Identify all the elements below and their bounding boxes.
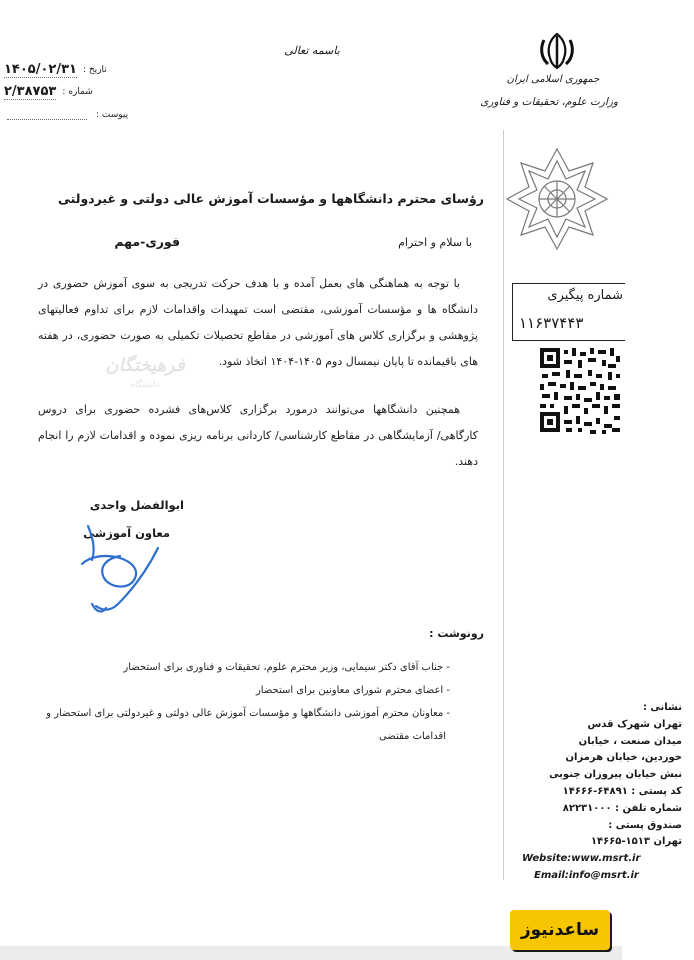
footer-line-3: میدان صنعت ، خیابان (578, 735, 682, 747)
copies-list (30, 656, 450, 748)
tracking-box (512, 283, 625, 341)
copies-item-4: اقدامات مقتضی (378, 731, 446, 742)
tracking-number: ۱۱۶۳۷۴۴۳ (519, 314, 584, 332)
number-row (4, 84, 93, 100)
footer-line-2: تهران شهرک قدس (587, 718, 682, 730)
footer-line-6: کد پستی : ۶۴۸۹۱-۱۴۶۶۶ (562, 785, 682, 797)
watermark-logo (100, 355, 190, 405)
footer-line-9: تهران ۱۵۱۳-۱۴۶۶۵ (590, 836, 682, 848)
footer-line-8: صندوق پستی : (608, 819, 682, 831)
copies-item-1: - جناب آقای دکتر سیمایی، وزیر محترم علوم، تحقیقات و فناوری برای استحضار (123, 662, 450, 673)
copies-label: رونوشت : (429, 627, 484, 640)
urgency-label: فوری-مهم (114, 234, 180, 249)
qr-code (538, 346, 622, 434)
qr-code-icon (538, 346, 622, 434)
footer-address (510, 700, 682, 881)
org-line2: وزارت علوم، تحقیقات و فناوری (480, 96, 618, 108)
watermark-sub: دانشگاه (130, 380, 160, 390)
recipient-heading: رؤسای محترم دانشگاهها و مؤسسات آموزش عالی دولتی و غیردولتی (58, 191, 484, 206)
copies-item-2: - اعضای محترم شورای معاونین برای استحضار (255, 685, 450, 696)
number-value: ۲/۳۸۷۵۳ (4, 84, 57, 99)
iran-emblem-icon (536, 30, 578, 72)
attachment-dots (7, 111, 87, 120)
ornament (503, 145, 611, 253)
handwritten-signature-icon (62, 508, 182, 616)
tracking-label: شماره پیگیری (547, 288, 623, 303)
emblem (536, 30, 578, 72)
footer-line-4: خوردین، خیابان هرمزان (565, 752, 682, 764)
date-row (4, 62, 107, 78)
watermark-text: فرهیختگان (105, 355, 185, 376)
attachment-row (4, 110, 128, 120)
footer-email: Email:info@msrt.ir (534, 870, 639, 881)
signer-name: ابوالفضل واحدی (89, 498, 184, 512)
site-badge[interactable] (510, 910, 610, 950)
footer-website: Website:www.msrt.ir (522, 853, 641, 864)
signature (62, 508, 182, 616)
number-label: شماره : (62, 87, 93, 97)
footer-line-1: نشانی : (642, 702, 682, 713)
margin-divider (503, 130, 504, 880)
date-label: تاریخ : (82, 65, 107, 75)
site-badge-label: ساعدنیوز (520, 920, 600, 940)
body-paragraph-1: با توجه به هماهنگی های بعمل آمده و با هدف حرکت تدریجی به سوی آموزش حضوری در دانشگاه ها و مؤسسات آموزشی، مقتضی است تمهیدات واقدامات لازم برای تداوم فعالیتهای پژوهشی و برگزاری کلاس های آموزشی در مقاطع تحصیلات تکمیلی به صورت حضوری، در هفته های باقیمانده تا پایان نیمسال دوم ۱۴۰۵-۱۴۰۴ اتخاذ شود. (38, 277, 478, 368)
footer-line-7: شماره تلفن : ۸۲۲۳۱۰۰۰ (562, 802, 682, 814)
body-paragraph-2: همچنین دانشگاهها می‌توانند درمورد برگزاری کلاس‌های فشرده حضوری برای دروس کارگاهی/ آزمایشگاهی در مقاطع کارشناسی/ کاردانی برنامه ریزی نموده و اقدامات لازم را انجام دهند. (38, 403, 478, 468)
rosette-ornament-icon (503, 145, 611, 253)
footer-line-5: نبش خیابان پیروزان جنوبی (549, 769, 682, 781)
attachment-label: پیوست : (96, 110, 129, 120)
bismillah: باسمه تعالی (284, 44, 340, 57)
signer-title: معاون آموزشی (83, 526, 170, 540)
greeting: با سلام و احترام (398, 236, 472, 249)
date-value: ۱۴۰۵/۰۲/۳۱ (4, 62, 77, 77)
org-line1: جمهوری اسلامی ایران (506, 74, 600, 85)
copies-item-3: - معاونان محترم آموزشی دانشگاهها و مؤسسات آموزش عالی دولتی و غیردولتی برای استحضار و (46, 708, 450, 719)
